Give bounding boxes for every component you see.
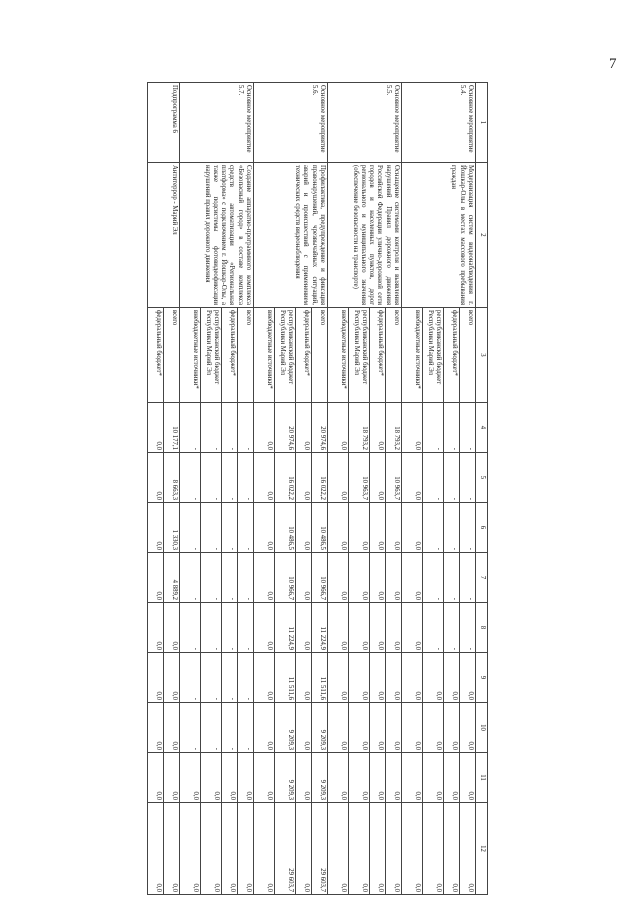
- value-cell: -: [180, 503, 201, 553]
- value-cell: 16 022,2: [312, 453, 328, 503]
- column-header: 9: [476, 653, 488, 703]
- value-cell: 10 966,7: [275, 553, 296, 603]
- value-cell: 0,0: [222, 803, 238, 895]
- value-cell: -: [201, 403, 222, 453]
- value-cell: 0,0: [328, 753, 349, 803]
- funding-source: федеральный бюджет*: [148, 308, 164, 403]
- value-cell: 0,0: [328, 653, 349, 703]
- value-cell: 20 974,6: [275, 403, 296, 453]
- value-cell: -: [444, 403, 460, 453]
- value-cell: -: [460, 503, 476, 553]
- value-cell: -: [423, 403, 444, 453]
- value-cell: 0,0: [402, 653, 423, 703]
- funding-source: всего: [460, 308, 476, 403]
- value-cell: 0,0: [328, 703, 349, 753]
- value-cell: -: [180, 703, 201, 753]
- rotated-table-sheet: [133, 82, 488, 894]
- value-cell: 0,0: [148, 653, 164, 703]
- value-cell: 0,0: [386, 503, 402, 553]
- value-cell: 0,0: [296, 603, 312, 653]
- value-cell: 9 209,3: [275, 703, 296, 753]
- value-cell: 0,0: [180, 753, 201, 803]
- measure-code: Основное мероприятие 5.6.: [254, 83, 328, 163]
- value-cell: -: [222, 653, 238, 703]
- value-cell: 8 663,3: [164, 453, 180, 503]
- value-cell: 0,0: [238, 803, 254, 895]
- measure-code: Подпрограмма 6: [148, 83, 180, 163]
- value-cell: 0,0: [370, 453, 386, 503]
- value-cell: 0,0: [201, 803, 222, 895]
- value-cell: -: [222, 603, 238, 653]
- value-cell: -: [180, 453, 201, 503]
- table-row: [312, 83, 328, 895]
- table-row: [238, 83, 254, 895]
- value-cell: 0,0: [201, 753, 222, 803]
- funding-source: федеральный бюджет*: [222, 308, 238, 403]
- value-cell: 0,0: [370, 803, 386, 895]
- column-header: 1: [476, 83, 488, 163]
- value-cell: 0,0: [254, 653, 275, 703]
- value-cell: -: [460, 403, 476, 453]
- value-cell: 10 486,5: [275, 503, 296, 553]
- value-cell: 0,0: [254, 803, 275, 895]
- value-cell: 0,0: [402, 603, 423, 653]
- value-cell: 0,0: [460, 653, 476, 703]
- value-cell: 0,0: [386, 553, 402, 603]
- value-cell: 0,0: [423, 753, 444, 803]
- value-cell: 0,0: [402, 553, 423, 603]
- value-cell: 0,0: [349, 803, 370, 895]
- value-cell: 29 603,7: [275, 803, 296, 895]
- value-cell: 11 511,6: [275, 653, 296, 703]
- value-cell: 0,0: [254, 703, 275, 753]
- value-cell: 0,0: [254, 503, 275, 553]
- page-number: 7: [609, 56, 617, 72]
- value-cell: -: [460, 453, 476, 503]
- value-cell: 0,0: [370, 403, 386, 453]
- value-cell: 0,0: [148, 503, 164, 553]
- funding-source: республиканский бюджет Республики Марий Эл: [349, 308, 370, 403]
- value-cell: 11 224,9: [275, 603, 296, 653]
- value-cell: 0,0: [370, 753, 386, 803]
- value-cell: 0,0: [349, 653, 370, 703]
- value-cell: 0,0: [296, 703, 312, 753]
- value-cell: 1 330,3: [164, 503, 180, 553]
- value-cell: -: [460, 603, 476, 653]
- value-cell: 0,0: [370, 653, 386, 703]
- measure-name: Профилактика, предупреждение и фиксация правонарушений, чрезвычайных ситуаций, аварий и происшествий с применением технических средств видеонаблюдения: [254, 163, 328, 308]
- value-cell: 0,0: [296, 453, 312, 503]
- table-row: [460, 83, 476, 895]
- value-cell: 0,0: [328, 453, 349, 503]
- value-cell: -: [460, 553, 476, 603]
- value-cell: 0,0: [148, 603, 164, 653]
- value-cell: 0,0: [370, 553, 386, 603]
- value-cell: 0,0: [444, 653, 460, 703]
- value-cell: 0,0: [460, 703, 476, 753]
- column-number-row: [476, 83, 488, 895]
- value-cell: 0,0: [349, 603, 370, 653]
- value-cell: 0,0: [296, 503, 312, 553]
- value-cell: 0,0: [328, 553, 349, 603]
- column-header: 8: [476, 603, 488, 653]
- funding-source: всего: [238, 308, 254, 403]
- value-cell: 0,0: [254, 753, 275, 803]
- funding-source: федеральный бюджет*: [444, 308, 460, 403]
- value-cell: -: [201, 503, 222, 553]
- value-cell: 0,0: [370, 703, 386, 753]
- value-cell: 0,0: [148, 453, 164, 503]
- funding-source: федеральный бюджет*: [296, 308, 312, 403]
- value-cell: 0,0: [349, 553, 370, 603]
- funding-source: внебюджетные источники*: [254, 308, 275, 403]
- value-cell: 0,0: [148, 803, 164, 895]
- value-cell: -: [201, 603, 222, 653]
- measure-code: Основное мероприятие 5.4.: [402, 83, 476, 163]
- budget-table: [147, 82, 488, 895]
- value-cell: 0,0: [370, 603, 386, 653]
- value-cell: 0,0: [423, 703, 444, 753]
- measure-name: Антитеррор - Марий Эл: [148, 163, 180, 308]
- value-cell: -: [180, 403, 201, 453]
- funding-source: внебюджетные источники*: [328, 308, 349, 403]
- value-cell: 10 966,7: [312, 553, 328, 603]
- value-cell: 0,0: [296, 803, 312, 895]
- funding-source: внебюджетные источники*: [180, 308, 201, 403]
- value-cell: 10 177,1: [164, 403, 180, 453]
- measure-code: Основное мероприятие 5.7.: [180, 83, 254, 163]
- value-cell: -: [423, 453, 444, 503]
- value-cell: 0,0: [296, 753, 312, 803]
- column-header: 7: [476, 553, 488, 603]
- value-cell: -: [238, 403, 254, 453]
- funding-source: всего: [386, 308, 402, 403]
- value-cell: 0,0: [148, 703, 164, 753]
- value-cell: 18 793,2: [386, 403, 402, 453]
- funding-source: республиканский бюджет Республики Марий Эл: [423, 308, 444, 403]
- value-cell: 0,0: [222, 753, 238, 803]
- value-cell: -: [222, 453, 238, 503]
- value-cell: 0,0: [148, 753, 164, 803]
- column-header: 10: [476, 703, 488, 753]
- value-cell: 0,0: [402, 403, 423, 453]
- value-cell: -: [222, 703, 238, 753]
- value-cell: -: [238, 603, 254, 653]
- value-cell: 0,0: [238, 753, 254, 803]
- column-header: 6: [476, 503, 488, 553]
- value-cell: 0,0: [254, 553, 275, 603]
- value-cell: 29 603,7: [312, 803, 328, 895]
- column-header: 12: [476, 803, 488, 895]
- column-header: 11: [476, 753, 488, 803]
- value-cell: 0,0: [402, 703, 423, 753]
- value-cell: 0,0: [386, 803, 402, 895]
- measure-name: Создание аппаратно-программного комплекса «Безопасный город» в составе комплекса средств автоматизации «Региональная платформа» с подключением г. Йошкар-Олы, а также подсистемы фотовидеофиксации нарушений правил дорожного движения: [180, 163, 254, 308]
- value-cell: -: [423, 503, 444, 553]
- value-cell: 0,0: [444, 753, 460, 803]
- value-cell: 0,0: [328, 503, 349, 553]
- value-cell: -: [238, 553, 254, 603]
- value-cell: 0,0: [444, 803, 460, 895]
- value-cell: 0,0: [444, 703, 460, 753]
- value-cell: -: [222, 403, 238, 453]
- value-cell: -: [201, 553, 222, 603]
- funding-source: внебюджетные источники*: [402, 308, 423, 403]
- value-cell: -: [201, 453, 222, 503]
- value-cell: -: [180, 653, 201, 703]
- value-cell: -: [238, 453, 254, 503]
- value-cell: 0,0: [180, 803, 201, 895]
- value-cell: -: [444, 503, 460, 553]
- value-cell: 0,0: [349, 753, 370, 803]
- value-cell: 0,0: [386, 603, 402, 653]
- value-cell: 0,0: [423, 803, 444, 895]
- value-cell: 0,0: [386, 703, 402, 753]
- funding-source: федеральный бюджет*: [370, 308, 386, 403]
- value-cell: 0,0: [328, 803, 349, 895]
- value-cell: 10 963,7: [386, 453, 402, 503]
- funding-source: республиканский бюджет Республики Марий Эл: [275, 308, 296, 403]
- value-cell: 18 793,2: [349, 403, 370, 453]
- funding-source: всего: [164, 308, 180, 403]
- value-cell: -: [201, 703, 222, 753]
- column-header: 2: [476, 163, 488, 308]
- value-cell: 11 511,6: [312, 653, 328, 703]
- value-cell: -: [444, 553, 460, 603]
- value-cell: 0,0: [460, 803, 476, 895]
- value-cell: 10 486,5: [312, 503, 328, 553]
- value-cell: 0,0: [402, 753, 423, 803]
- value-cell: 0,0: [328, 403, 349, 453]
- value-cell: 20 974,6: [312, 403, 328, 453]
- value-cell: -: [180, 553, 201, 603]
- value-cell: 0,0: [148, 403, 164, 453]
- value-cell: 0,0: [349, 703, 370, 753]
- value-cell: -: [201, 653, 222, 703]
- value-cell: -: [444, 453, 460, 503]
- value-cell: 0,0: [386, 753, 402, 803]
- value-cell: -: [238, 703, 254, 753]
- value-cell: 0,0: [164, 603, 180, 653]
- value-cell: 10 963,7: [349, 453, 370, 503]
- value-cell: 0,0: [423, 653, 444, 703]
- value-cell: 0,0: [254, 453, 275, 503]
- value-cell: 0,0: [402, 453, 423, 503]
- value-cell: 0,0: [460, 753, 476, 803]
- measure-code: Основное мероприятие 5.5.: [328, 83, 402, 163]
- value-cell: 0,0: [296, 653, 312, 703]
- value-cell: 4 889,2: [164, 553, 180, 603]
- value-cell: 0,0: [164, 653, 180, 703]
- value-cell: 0,0: [402, 803, 423, 895]
- measure-name: Оснащение системами контроля и выявления нарушений Правил дорожного движения Российской Федерации улично-дорожной сети городов и населенных пунктов, дорог регионального и муниципального значения (обеспечение безопасности на транспорте): [328, 163, 402, 308]
- value-cell: -: [444, 603, 460, 653]
- value-cell: 9 209,3: [275, 753, 296, 803]
- column-header: 5: [476, 453, 488, 503]
- value-cell: -: [238, 503, 254, 553]
- value-cell: 0,0: [148, 553, 164, 603]
- table-row: [386, 83, 402, 895]
- value-cell: -: [423, 603, 444, 653]
- value-cell: -: [180, 603, 201, 653]
- value-cell: 0,0: [328, 603, 349, 653]
- value-cell: 0,0: [254, 603, 275, 653]
- value-cell: 0,0: [164, 753, 180, 803]
- value-cell: -: [222, 503, 238, 553]
- value-cell: 0,0: [254, 403, 275, 453]
- value-cell: 0,0: [349, 503, 370, 553]
- value-cell: 9 209,3: [312, 753, 328, 803]
- value-cell: 11 224,9: [312, 603, 328, 653]
- value-cell: 0,0: [296, 553, 312, 603]
- value-cell: 9 209,3: [312, 703, 328, 753]
- value-cell: -: [423, 553, 444, 603]
- value-cell: 0,0: [370, 503, 386, 553]
- funding-source: всего: [312, 308, 328, 403]
- value-cell: 0,0: [164, 703, 180, 753]
- measure-name: Модернизация систем видеонаблюдения г. Йошкар-Олы в местах массового пребывания граждан: [402, 163, 476, 308]
- column-header: 4: [476, 403, 488, 453]
- value-cell: -: [238, 653, 254, 703]
- funding-source: республиканский бюджет Республики Марий Эл: [201, 308, 222, 403]
- value-cell: 16 022,2: [275, 453, 296, 503]
- table-row: [164, 83, 180, 895]
- value-cell: 0,0: [402, 503, 423, 553]
- value-cell: 0,0: [386, 653, 402, 703]
- column-header: 3: [476, 308, 488, 403]
- value-cell: 0,0: [164, 803, 180, 895]
- value-cell: -: [222, 553, 238, 603]
- value-cell: 0,0: [296, 403, 312, 453]
